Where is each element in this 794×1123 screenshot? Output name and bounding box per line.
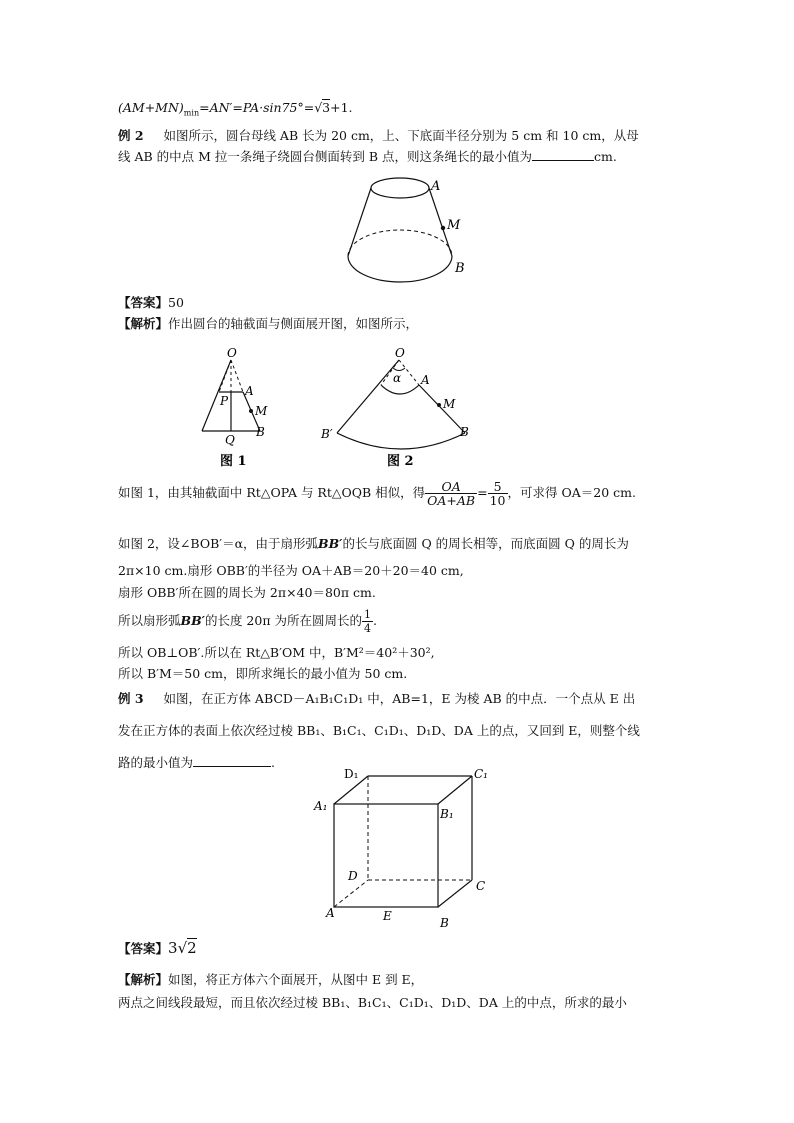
answer-blank [532,160,594,161]
step2-pre: 如图 2，设∠BOB′＝α，由于扇形弧 [118,536,319,551]
example3-label: 例 3 [118,691,144,706]
example2-label: 例 2 [118,128,144,143]
analysis3-tag: 【解析】 [118,972,169,987]
formula-right: =AN′=PA·sin75°= [199,100,315,115]
frustum-label-a: A [431,179,441,194]
fig1-label-m: M [255,404,268,418]
step2-line2: 2π×10 cm.扇形 OBB′的半径为 OA＋AB＝20＋20＝40 cm, [118,563,464,578]
cube-label-a: A [326,906,335,920]
cube-label-e: E [383,909,392,923]
cube-front-face [334,804,438,907]
step1 [118,480,636,507]
analysis3-text1: 如图，将正方体六个面展开，从图中 E 到 E， [168,972,424,987]
step1-pre: 如图 1，由其轴截面中 Rt△OPA 与 Rt△OQB 相似，得 [118,485,426,500]
formula-left: (AM+MN) [118,100,184,115]
step2-line4-pre: 所以扇形弧 [118,613,181,628]
frustum-bottom-back [348,230,452,256]
analysis2-intro [118,314,418,332]
arc-bb: BB′ [318,536,343,551]
fig2-inner-arc [381,385,419,394]
fig2-label-a: A [421,373,430,387]
answer2-value: 50 [168,295,184,310]
step1-frac-num: OA [425,480,477,494]
step1-eq: = [477,485,488,500]
cube-label-c: C [476,879,486,893]
step2-line4-post: 的长度 20π 为所在圆周长的 [204,613,363,628]
cube-label-b1: B₁ [440,807,454,821]
frustum-top-ellipse [371,178,429,198]
quarter-num: 1 [364,608,372,621]
step2-line4: 所以扇形弧BB′的长度 20π 为所在圆周长的 $\frac{1}{4}$ . [118,608,378,635]
formula-tail: +1. [330,100,353,115]
cube-label-d1: D₁ [344,767,359,781]
answer3-coef: 3 [168,939,178,957]
fig1-label-b: B [256,425,265,439]
cube-label-d: D [348,869,358,883]
example3-line1 [118,689,635,707]
analysis3-line1 [118,970,423,988]
frustum-left-edge [348,188,371,256]
example2-line2 [118,147,617,165]
answer2 [118,293,184,311]
answer3-sqrt-sign: √ [177,939,188,957]
analysis2-tag: 【解析】 [118,316,169,331]
answer3-blank [193,766,271,767]
frustum-label-b: B [455,261,465,276]
example3-line2: 发在正方体的表面上依次经过棱 BB₁、B₁C₁、C₁D₁、D₁D、DA 上的点，又回到 E，则整个线 [118,723,640,738]
cube-top-right [438,776,472,804]
step1-den2: 10 [489,493,506,508]
example3-line3: 路的最小值为 . [118,755,275,770]
cube-figure [310,764,500,936]
quarter-fraction [362,608,373,635]
fig1-point-m [249,409,253,413]
answer3-tag: 【答案】 [118,941,169,956]
answer3 [118,939,197,957]
fig2-label-m: M [443,397,456,411]
fig1-right-side-top [231,360,243,392]
arc-bb-2: BB′ [180,613,205,628]
frustum-bottom-front [348,256,452,282]
fig2-outer-arc [337,433,465,449]
example3-text1: 如图，在正方体 ABCD－A₁B₁C₁D₁ 中，AB=1，E 为棱 AB 的中点．一个点从 E 出 [163,691,636,706]
fig2-label-bp: B′ [321,427,333,441]
step1-post: ，可求得 OA＝20 cm. [507,485,636,500]
figure1 [190,345,280,475]
fig2-ray-left [337,360,402,433]
cube-hidden-bottom-left [334,880,368,907]
analysis3-line2: 两点之间线段最短，而且依次经过棱 BB₁、B₁C₁、C₁D₁、D₁D、DA 上的中点，所求的最小 [118,995,627,1010]
frustum-figure [330,170,490,290]
step2-post: 的长与底面圆 Q 的周长相等，而底面圆 Q 的周长为 [342,536,629,551]
sqrt-sign: √ [314,100,323,115]
example2-unit: cm. [594,149,617,164]
fig2-label-b: B [460,425,469,439]
top-formula [118,100,353,118]
step2-line1 [118,534,629,552]
answer2-tag: 【答案】 [118,295,169,310]
step2-line6: 所以 B′M＝50 cm，即所求绳长的最小值为 50 cm. [118,666,408,681]
step2-line3: 扇形 OBB′所在圆的周长为 2π×40＝80π cm. [118,585,376,600]
fig2-ray-right [419,385,465,433]
sqrt-arg: 3 [322,100,331,115]
example2-line1 [118,126,639,144]
formula-sub: min [183,108,200,118]
cube-label-c1: C₁ [474,767,488,781]
example2-text1: 如图所示，圆台母线 AB 长为 20 cm，上、下底面半径分别为 5 cm 和 10 cm，从母 [163,128,639,143]
cube-label-a1: A₁ [314,799,328,813]
analysis2-text: 作出圆台的轴截面与侧面展开图，如图所示， [168,316,419,331]
example3-text3: 路的最小值为 [118,755,194,770]
cube-label-b: B [440,916,449,930]
fig1-caption: 图 1 [220,454,247,469]
fig1-label-a: A [245,384,254,398]
answer3-sqrt-arg: 2 [187,939,197,957]
step1-fraction2 [488,480,508,507]
fig2-label-o: O [395,346,405,360]
fig2-ray-right-top [399,360,419,385]
quarter-den: 4 [364,622,372,635]
step1-frac-den: OA+AB [427,493,476,508]
step1-num2: 5 [488,480,508,494]
fig1-label-q: Q [225,433,235,447]
fig2-caption: 图 2 [387,454,414,469]
point-m [441,226,445,230]
cube-bottom-right [438,880,472,907]
step2-line5: 所以 OB⊥OB′.所以在 Rt△B′OM 中，B′M²＝40²＋30², [118,645,435,660]
fig1-label-o: O [227,346,237,360]
frustum-label-m: M [447,218,461,233]
example2-text2: 线 AB 的中点 M 拉一条绳子绕圆台侧面转到 B 点，则这条绳长的最小值为 [118,149,533,164]
fig2-point-m [437,403,441,407]
fig1-label-p: P [220,394,229,408]
figure2 [315,345,485,475]
fig2-label-alpha: α [393,371,402,385]
step1-fraction [425,480,477,507]
